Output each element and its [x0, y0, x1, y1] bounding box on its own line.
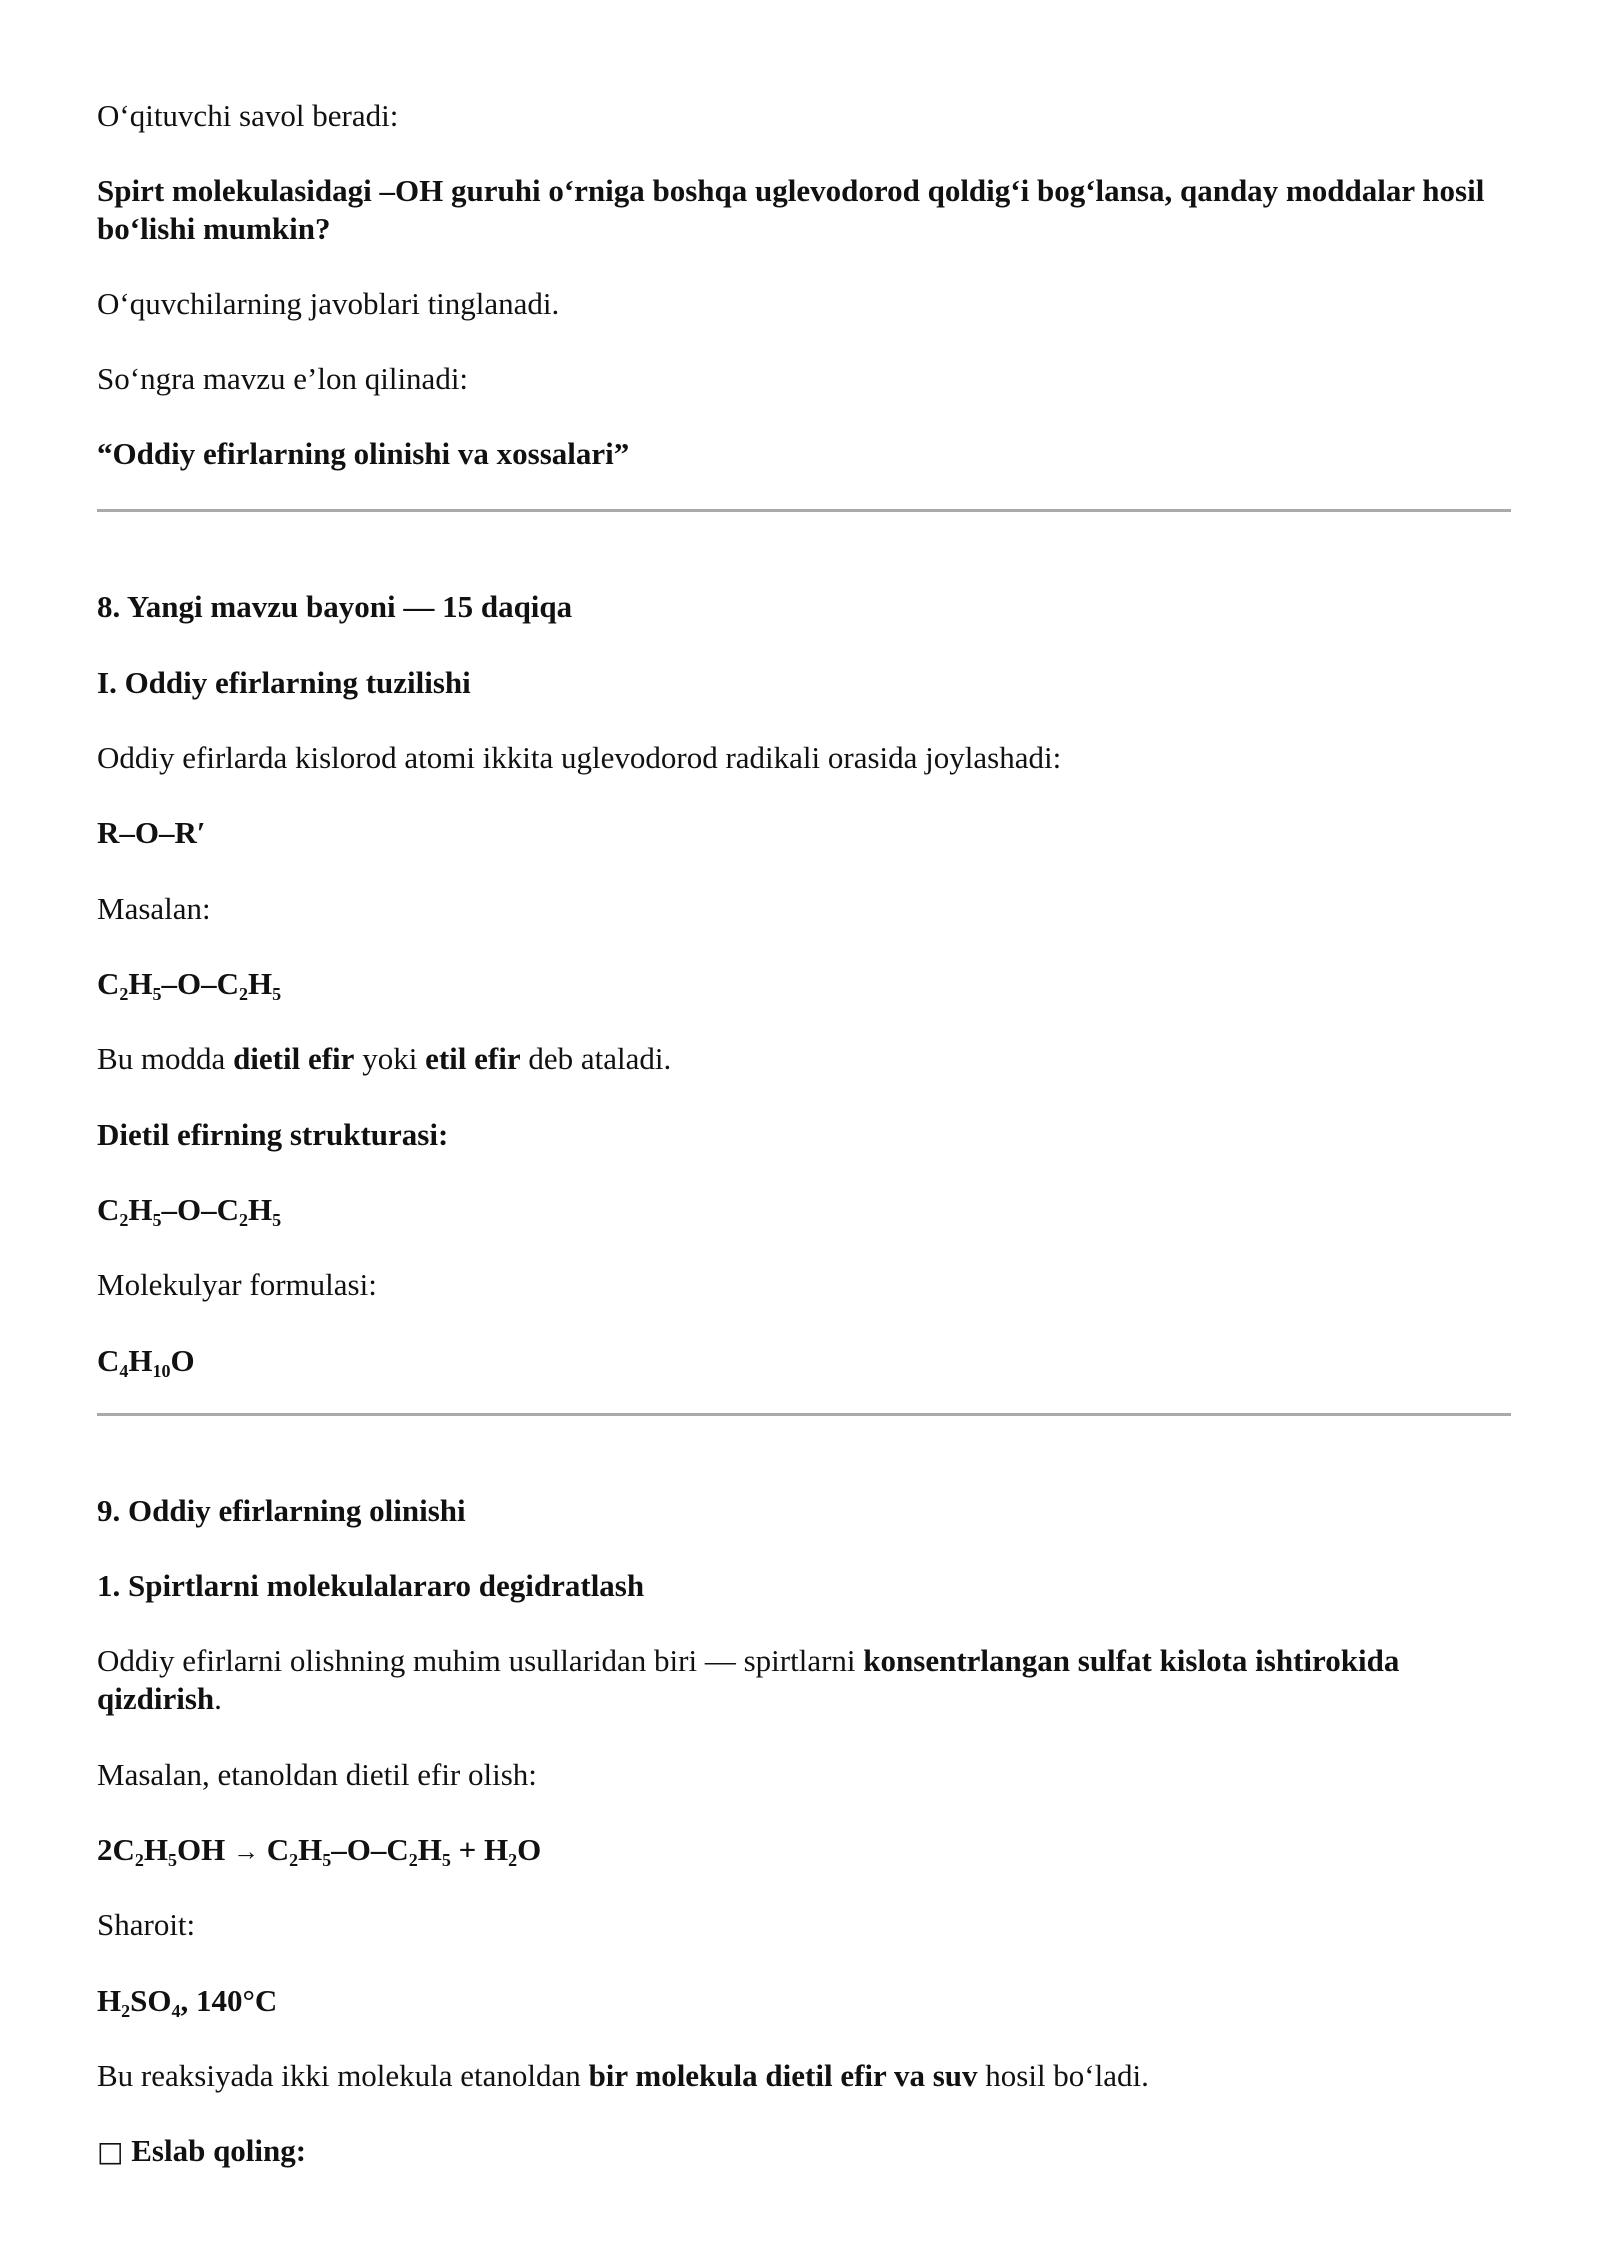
section-8-subheading: I. Oddiy efirlarning tuzilishi	[97, 665, 471, 700]
condition-label: Sharoit:	[97, 1907, 196, 1942]
reaction-arrow-icon: →	[233, 1837, 259, 1866]
diethyl-ether-formula: $C_2H_5-O-C_2H_5$	[97, 966, 282, 1004]
section-9-heading: 9. Oddiy efirlarning olinishi	[97, 1493, 466, 1528]
molecular-label: Molekulyar formulasi:	[97, 1267, 377, 1302]
section-divider	[97, 509, 1511, 512]
section-9-subheading: 1. Spirtlarni molekulalararo degidratlash	[97, 1568, 645, 1603]
announce-text: So‘ngra mavzu e’lon qilinadi:	[97, 361, 469, 396]
ethanol-example: Masalan, etanoldan dietil efir olish:	[97, 1757, 537, 1792]
example-label: Masalan:	[97, 891, 211, 926]
name-line: Bu modda dietil efir yoki etil efir deb ataladi.	[97, 1041, 672, 1076]
reaction-equation: $2C_2H_5OH \to C_2H_5-O-C_2H_5 + H_2O$	[97, 1832, 542, 1870]
method-paragraph: Oddiy efirlarni olishning muhim usullaridan biri — spirtlarni konsentrlangan sulfat kislota ishtirokida qizdirish.	[97, 1643, 1400, 1716]
structure-intro: Oddiy efirlarda kislorod atomi ikkita uglevodorod radikali orasida joylashadi:	[97, 740, 1062, 775]
students-answer-text: O‘quvchilarning javoblari tinglanadi.	[97, 286, 560, 321]
structure-formula: $C_2H_5-O-C_2H_5$	[97, 1192, 282, 1230]
structure-label: Dietil efirning strukturasi:	[97, 1117, 449, 1152]
topic-title: “Oddiy efirlarning olinishi va xossalari”	[97, 436, 630, 471]
section-divider	[97, 1413, 1511, 1416]
molecular-formula: $C_4H_{10}O$	[97, 1343, 195, 1381]
placeholder-box-icon: □	[97, 2135, 124, 2168]
teacher-ask: O‘qituvchi savol beradi:	[97, 98, 399, 133]
condition-value: $H_2SO_4$, 140°C	[97, 1983, 278, 2021]
question-text: Spirt molekulasidagi –OH guruhi o‘rniga boshqa uglevodorod qoldig‘i bog‘lansa, qanday moddalar hosil bo‘lishi mumkin?	[97, 173, 1485, 246]
general-formula: R–O–R′	[97, 815, 206, 850]
remember-note: □ Eslab qoling:	[97, 2133, 307, 2168]
reaction-summary: Bu reaksiyada ikki molekula etanoldan bir molekula dietil efir va suv hosil bo‘ladi.	[97, 2058, 1149, 2093]
section-8-heading: 8. Yangi mavzu bayoni — 15 daqiqa	[97, 589, 573, 624]
